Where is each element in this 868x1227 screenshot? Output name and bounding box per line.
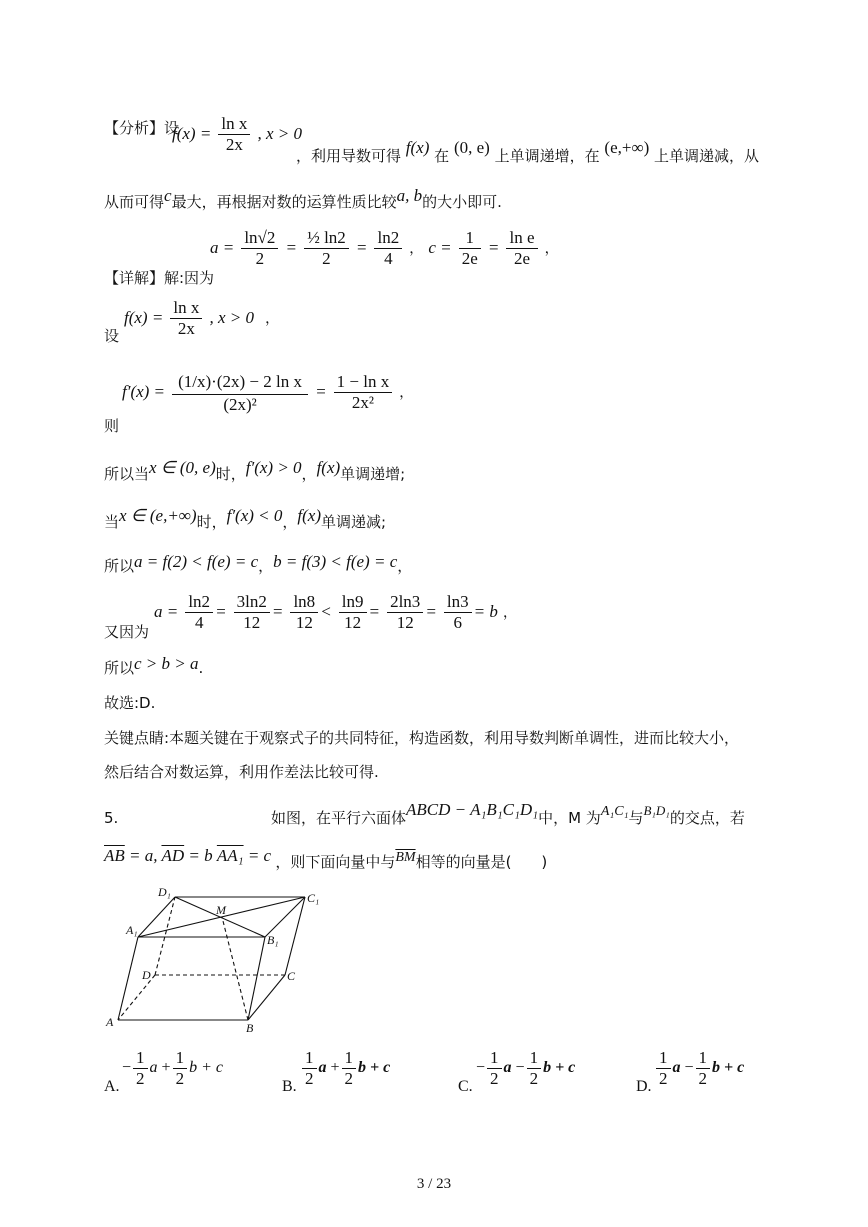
analysis-line-1b: ，利用导数可得 f(x) 在 (0, e) 上单调递增，在 (e,+∞) 上单调递减，从 (296, 138, 760, 165)
label-m: M (216, 903, 226, 917)
frac-a1: $\frac{\ln√2}{2}$ (241, 228, 278, 269)
analysis-label: 【分析】设 (104, 119, 180, 137)
detail-a-expr: a = $\frac{\ln√2}{2}$ = $\frac{\text{½ ln2}}{2}$ = $\frac{\ln 2}{4}$ ， c = $\frac{1}{2e}$ = $\frac{\text{ln e}}{2e}$ ， (210, 228, 559, 268)
frac-l4-3: $\frac{\ln 9}{12}$ (339, 592, 367, 633)
frac-l4-2: $\frac{\ln 8}{12}$ (290, 592, 318, 633)
label-b1: B₁ (267, 933, 279, 947)
detail-she: 设 (104, 327, 120, 345)
detail-ze: 则 (104, 417, 120, 435)
vec-c: c (263, 846, 272, 865)
frac-l4-5: $\frac{\ln 3}{6}$ (444, 592, 472, 633)
opt-a-frac1: $\frac{1}{2}$ (133, 1048, 148, 1089)
frac-f: $\frac{\text{ln x}}{2x}$ (170, 298, 202, 339)
label-d1: D₁ (158, 885, 171, 899)
edge-bb1 (248, 937, 265, 1020)
label-d: D (142, 968, 151, 982)
opt-b-frac1: $\frac{1}{2}$ (302, 1048, 317, 1089)
detail-line-2: 当x ∈ (e,+∞)时，f′(x) < 0，f(x)单调递减; (104, 506, 387, 531)
frac-fp1: $\frac{\text{(1/x)·(2x) − 2 ln x}}{\text{(2x)²}}$ (172, 370, 308, 415)
vec-a: a (144, 846, 154, 865)
frac-a2: $\frac{\text{½ ln2}}{2}$ (304, 228, 349, 269)
edge-bc (248, 975, 285, 1020)
label-b: B (246, 1021, 254, 1032)
vec-b: b (204, 846, 213, 865)
label-c1: C₁ (307, 891, 320, 905)
edge-cc1 (285, 897, 305, 975)
q5-number: 5. (104, 809, 119, 827)
vector-definitions: $\overline{AB} = a$, $\overline{AD} = b$ AA₁ = c (104, 846, 272, 865)
frac-l4-4: $\frac{2\ln 3}{12}$ (387, 592, 423, 633)
key-point-1: 关键点睛:本题关键在于观察式子的共同特征，构造函数，利用导数判断单调性，进而比较大小， (104, 729, 740, 747)
frac-l4-1: $\frac{3\ln 2}{12}$ (234, 592, 270, 633)
page-number: 3 / 23 (416, 1176, 452, 1192)
vec-ad: $\overline{AD}$ (161, 846, 185, 865)
edge-dd1 (155, 897, 175, 975)
frac-c1: $\frac{1}{2e}$ (459, 228, 481, 269)
detail-line-5: 所以c > b > a. (104, 654, 204, 677)
detail-line-4-label: 又因为 (104, 623, 150, 641)
frac-a3: $\frac{\ln 2}{4}$ (374, 228, 402, 269)
detail-answer: 故选:D. (104, 694, 156, 712)
analysis-line-2: 从而可得c最大，再根据对数的运算性质比较a, b的大小即可. (104, 186, 502, 211)
detail-fdef: f(x) = $\frac{\text{ln x}}{2x}$ , x > 0 ， (124, 298, 280, 338)
frac-fp2: $\frac{\text{1 − ln x}}{\text{2x²}}$ (334, 372, 393, 413)
label-a: A (106, 1015, 114, 1029)
analysis-fdef: f(x) = $\frac{\text{ln x}}{2x}$ , x > 0 (172, 114, 303, 154)
detail-line-4-expr: a = $\frac{\ln 2}{4}$ = $\frac{3\ln 2}{12}$ = $\frac{\ln 8}{12}$ < $\frac{\ln 9}{12}$ = $\frac{2\ln 3}{12}$ = $\frac{\ln 3}{6}$ = b ， (154, 592, 517, 632)
opt-d-frac2: $\frac{1}{2}$ (696, 1048, 711, 1089)
detail-line-1: 所以当x ∈ (0, e)时，f′(x) > 0，f(x)单调递增; (104, 458, 406, 483)
opt-a-frac2: $\frac{1}{2}$ (173, 1048, 188, 1089)
segment-bm (222, 917, 248, 1020)
edge-b1c1 (265, 897, 305, 937)
parallelepiped-figure (100, 882, 330, 1032)
q5-line-1: 如图，在平行六面体ABCD − A₁B₁C₁D₁中，M 为A₁C₁与B₁D₁的交点，若 (271, 800, 745, 827)
opt-b-frac2: $\frac{1}{2}$ (342, 1048, 357, 1089)
label-c: C (287, 969, 296, 983)
detail-derivative: f′(x) = $\frac{\text{(1/x)·(2x) − 2 ln x}}{\text{(2x)²}}$ = $\frac{\text{1 − ln x}}{\text{2x²}}$ ， (122, 372, 414, 414)
detail-line-3: 所以a = f(2) < f(e) = c，b = f(3) < f(e) = c， (104, 552, 413, 575)
label-a1: A₁ (126, 923, 138, 937)
opt-d-frac1: $\frac{1}{2}$ (656, 1048, 671, 1089)
frac-c2: $\frac{\text{ln e}}{2e}$ (506, 228, 537, 269)
opt-c-frac2: $\frac{1}{2}$ (527, 1048, 542, 1089)
frac-l4-0: $\frac{\ln 2}{4}$ (185, 592, 213, 633)
opt-c-frac1: $\frac{1}{2}$ (487, 1048, 502, 1089)
detail-label: 【详解】解:因为 (104, 269, 215, 287)
key-point-2: 然后结合对数运算，利用作差法比较可得. (104, 763, 379, 781)
vec-ab: $\overline{AB}$ (104, 846, 125, 865)
q5-line-2: $\overline{AB} = a$, $\overline{AD} = b$ AA₁ = c ，则下面向量中与$\overline{BM}$相等的向量是( ) (104, 846, 548, 871)
vec-aa1: AA₁ (216, 846, 244, 865)
analysis-line-1 (104, 118, 179, 138)
analysis-frac: $\frac{\text{ln x}}{2x}$ (218, 114, 250, 155)
